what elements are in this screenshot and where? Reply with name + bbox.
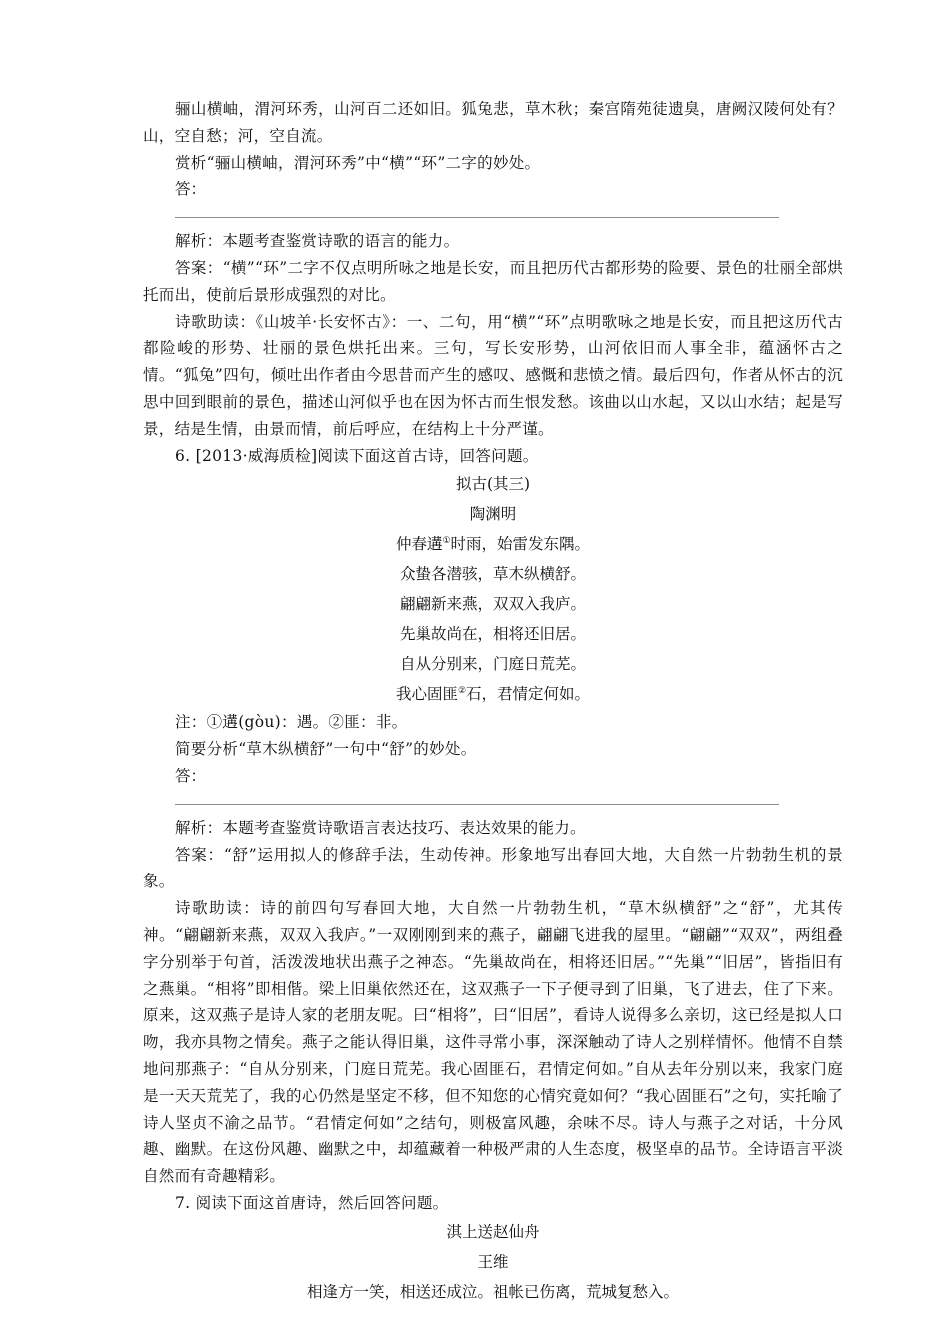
q7-poem-author: 王维 xyxy=(477,1252,509,1271)
q6-poem-line xyxy=(143,589,843,619)
poem-line-text: 时雨，始雷发东隅。 xyxy=(450,535,591,554)
q7-poem-title: 淇上送赵仙舟 xyxy=(446,1222,540,1241)
poem-line-text: 仲春遘 xyxy=(395,535,443,554)
poem-line-text: 石，君情定何如。 xyxy=(466,685,591,704)
q6-poem-line xyxy=(143,559,843,589)
q6-poem-line xyxy=(143,619,843,649)
q5-poem-text: 骊山横岫，渭河环秀，山河百二还如旧。狐兔悲，草木秋；秦宫隋苑徒遗臭，唐阙汉陵何处有？山，空自愁；河，空自流。 xyxy=(143,100,843,145)
q6-reading-aid: 诗歌助读：诗的前四句写春回大地，大自然一片勃勃生机，“草木纵横舒”之“舒”，尤其传神。“翩翩新来燕，双双入我庐。”一双刚刚到来的燕子，翩翩飞进我的屋里。“翩翩”“双双”，两组叠字分别举于句首，活泼泼地状出燕子之神态。“先巢故尚在，相将还旧居。”“先巢”“旧居”，皆指旧有之燕巢。“相将”即相偕。梁上旧巢依然还在，这双燕子一下子便寻到了旧巢，飞了进去，住了下来。原来，这双燕子是诗人家的老朋友呢。曰“相将”，曰“旧居”，看诗人说得多么亲切，这已经是拟人口吻，我亦具物之情矣。燕子之能认得旧巢，这件寻常小事，深深触动了诗人之别样情怀。他情不自禁地问那燕子：“自从分别来，门庭日荒芜。我心固匪石，君情定何如。”自从去年分别以来，我家门庭是一天天荒芜了，我的心仍然是坚定不移，但不知您的心情究竟如何？“我心固匪石”之句，实托喻了诗人坚贞不渝之品节。“君情定何如”之结句，则极富风趣，余味不尽。诗人与燕子之对话，十分风趣、幽默。在这份风趣、幽默之中，却蕴藏着一种极严肃的人生态度，极坚卓的品节。全诗语言平淡自然而有奇趣精彩。 xyxy=(143,899,843,1186)
q6-answer-label: 答： xyxy=(175,766,207,785)
q6-answer: 答案：“舒”运用拟人的修辞手法，生动传神。形象地写出春回大地，大自然一片勃勃生机的景象。 xyxy=(143,845,843,891)
q6-analysis: 解析：本题考查鉴赏诗歌语言表达技巧、表达效果的能力。 xyxy=(175,818,586,837)
q7-poem-line: 相逢方一笑，相送还成泣。祖帐已伤离，荒城复愁入。 xyxy=(306,1282,679,1301)
q6-prompt: 6. [2013·威海质检]阅读下面这首古诗，回答问题。 xyxy=(175,446,539,465)
q6-poem-line xyxy=(143,679,843,709)
q5-reading-aid: 诗歌助读：《山坡羊·长安怀古》：一、二句，用“横”“环”点明歌咏之地是长安，而且把这历代古都险峻的形势、壮丽的景色烘托出来。三句，写长安形势，山河依旧而人事全非，蕴涵怀古之情。“狐兔”四句，倾吐出作者由今思昔而产生的感叹、感慨和悲愤之情。最后四句，作者从怀古的沉思中回到眼前的景色，描述山河似乎也在因为怀古而生恨发愁。该曲以山水起，又以山水结；起是写景，结是生情，由景而情，前后呼应，在结构上十分严谨。 xyxy=(143,312,843,438)
poem-line-text: 众蛰各潜骇，草木纵横舒。 xyxy=(399,565,586,584)
q6-poem-line xyxy=(143,649,843,679)
document-page xyxy=(143,96,843,1307)
poem-line-text: 自从分别来，门庭日荒芜。 xyxy=(399,655,586,674)
q6-poem-author: 陶渊明 xyxy=(469,505,517,524)
q5-answer-label: 答： xyxy=(175,180,207,199)
q7-prompt: 7. 阅读下面这首唐诗，然后回答问题。 xyxy=(175,1193,449,1212)
q6-poem-title: 拟古(其三) xyxy=(455,475,531,494)
footnote-marker: ② xyxy=(457,686,467,697)
q6-answer-line xyxy=(175,804,779,805)
q5-analysis: 解析：本题考查鉴赏诗歌的语言的能力。 xyxy=(175,232,460,251)
poem-line-text: 先巢故尚在，相将还旧居。 xyxy=(399,625,586,644)
q5-question: 赏析“骊山横岫，渭河环秀”中“横”“环”二字的妙处。 xyxy=(175,153,541,172)
q5-answer-line xyxy=(175,217,779,218)
q6-poem-line xyxy=(143,529,843,559)
q5-answer: 答案：“横”“环”二字不仅点明所咏之地是长安，而且把历代古都形势的险要、景色的壮丽全部烘托而出，使前后景形成强烈的对比。 xyxy=(143,258,843,304)
q6-note: 注：①遘(gòu)：遇。②匪：非。 xyxy=(175,713,408,732)
poem-line-text: 我心固匪 xyxy=(395,685,458,704)
q6-poem-body xyxy=(143,529,843,709)
poem-line-text: 翩翩新来燕，双双入我庐。 xyxy=(399,595,586,614)
footnote-marker: ① xyxy=(442,536,451,547)
q6-question: 简要分析“草木纵横舒”一句中“舒”的妙处。 xyxy=(175,740,477,759)
